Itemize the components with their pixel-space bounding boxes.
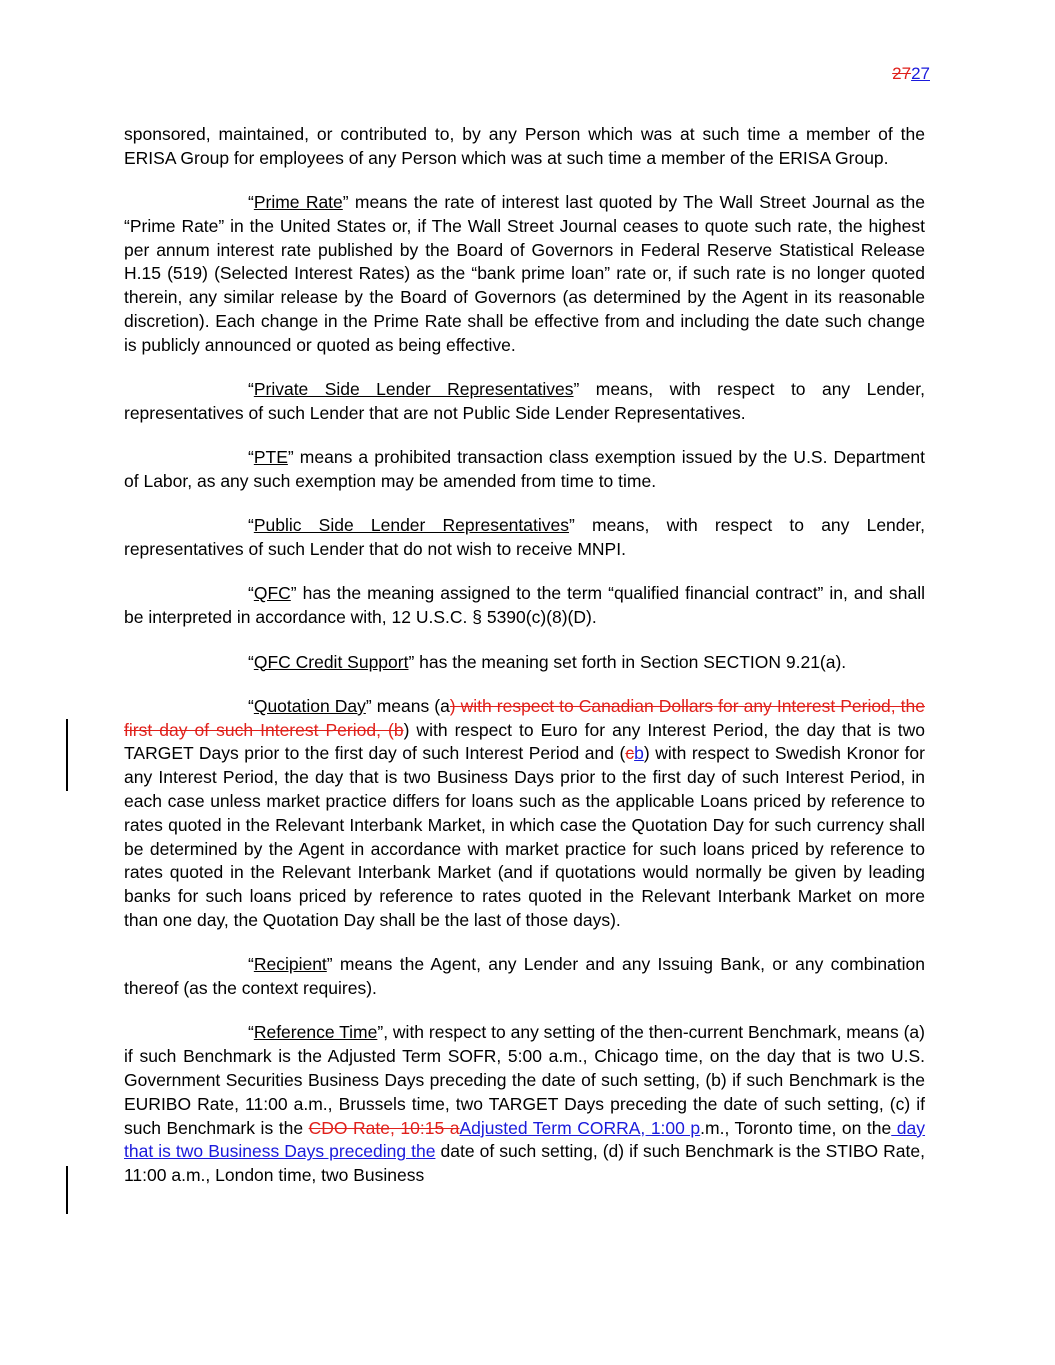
definition-qfc: “QFC” has the meaning assigned to the term “qualified financial contract” in, and shall be interpreted in accordance with, 12 U.S.C. § 5390(c)(8)(D). <box>124 583 925 628</box>
defined-term: PTE <box>253 447 288 468</box>
definition-text: has the meaning assigned to the term “qualified financial contract” in, and shall be interpreted in accordance with, 12 U.S.C. § 5390(c)(8)(D). <box>124 583 925 628</box>
definition-text: ) with respect to Euro for any Interest Period, the day that is two TARGET Days prior to the first day of such Interest Period and ( <box>124 719 925 764</box>
definition-text: means the rate of interest last quoted by The Wall Street Journal as the “Prime Rate” in the United States or, if The Wall Street Journal ceases to quote such rate, the highest per annum interest rate published by the Board of Governors in Federal Reserve Statistical Release H.15 (519) (Selected Interest Rates) as the “bank prime loan” rate or, if such rate is no longer quoted therein, any similar release by the Board of Governors (as determined by the Agent in its reasonable discretion). Each change in the Prime Rate shall be effective from and including the date such change is publicly announced or quoted as being effective. <box>124 192 925 355</box>
change-bar <box>66 719 68 791</box>
defined-term: QFC <box>253 583 291 604</box>
definition-recipient: “Recipient” means the Agent, any Lender and any Issuing Bank, or any combination thereof (as the context requires). <box>124 954 925 999</box>
definition-text: means the Agent, any Lender and any Issuing Bank, or any combination thereof (as the context requires). <box>124 954 925 999</box>
change-bar <box>66 1166 68 1214</box>
paragraph-erisa-continuation: sponsored, maintained, or contributed to, by any Person which was at such time a member of the ERISA Group for employees of any Person which was at such time a member of the ERISA Group. <box>124 124 925 168</box>
definition-text: ) with respect to Swedish Kronor for any Interest Period, the day that is two Business Days prior to the first day of such Interest Period, in each case unless market practice differs for loans such as the applicable Loans priced by reference to rates quoted in the Relevant Interbank Market, in which case the Quotation Day for such currency shall be determined by the Agent in accordance with market practice for such loans priced by reference to rates quoted in the Relevant Interbank Market (and if quotations would normally be given by leading banks for such loans priced by reference to rates quoted in the Relevant Interbank Market on more than one day, the Quotation Day shall be the last of those days). <box>124 743 925 931</box>
page-number <box>884 64 930 84</box>
definition-private-side-lender-representatives: “Private Side Lender Representatives” means, with respect to any Lender, representatives of such Lender that are not Public Side Lender Representatives. <box>124 379 925 423</box>
definition-text: .m., Toronto time, on the <box>700 1117 892 1138</box>
defined-term: QFC Credit Support <box>253 651 409 672</box>
definition-text: means, with respect to any Lender, representatives of such Lender that are not Public Side Lender Representatives. <box>124 379 925 423</box>
defined-term: Quotation Day <box>253 695 366 716</box>
defined-term: Prime Rate <box>253 192 343 213</box>
defined-term: Recipient <box>253 954 327 975</box>
definition-reference-time: “Reference Time”, with respect to any setting of the then-current Benchmark, means (a) if such Benchmark is the Adjusted Term SOFR, 5:00 a.m., Chicago time, on the day that is two U.S. Government Securities Business Days preceding the date of such setting, (b) if such Benchmark is the EURIBO Rate, 11:00 a.m., Brussels time, two TARGET Days preceding the date of such setting, (c) if such Benchmark is the CDO Rate, 10:15 aAdjusted Term CORRA, 1:00 p.m., Toronto time, on the day that is two Business Days preceding the date of such setting, (d) if such Benchmark is the STIBO Rate, 11:00 a.m., London time, two Business <box>124 1022 926 1186</box>
definition-public-side-lender-representatives: “Public Side Lender Representatives” means, with respect to any Lender, representatives of such Lender that do not wish to receive MNPI. <box>124 515 925 560</box>
definition-text: has the meaning set forth in Section SECTION 9.21(a). <box>414 651 847 672</box>
defined-term: Public Side Lender Representatives <box>253 515 569 536</box>
inserted-text: day that is two Business Days preceding the <box>124 1117 926 1162</box>
inserted-text: Adjusted Term CORRA, 1:00 p <box>459 1117 701 1138</box>
definition-qfc-credit-support: “QFC Credit Support” has the meaning set forth in Section SECTION 9.21(a). <box>248 651 847 672</box>
defined-term: Reference Time <box>253 1022 378 1043</box>
definition-text: , with respect to any setting of the then-current Benchmark, means (a) if such Benchmark is the Adjusted Term SOFR, 5:00 a.m., Chicago time, on the day that is two U.S. Government Securities Business Days preceding the date of such setting, (b) if such Benchmark is the EURIBO Rate, 11:00 a.m., Brussels time, two TARGET Days preceding the date of such setting, (c) if such Benchmark is the <box>124 1022 925 1138</box>
definition-text: means a prohibited transaction class exemption issued by the U.S. Department of Labor, as any such exemption may be amended from time to time. <box>124 447 925 492</box>
inserted-text: b <box>634 743 644 764</box>
definition-text: means, with respect to any Lender, representatives of such Lender that do not wish to receive MNPI. <box>124 515 925 560</box>
deleted-text: c <box>625 743 635 764</box>
document-body <box>124 123 925 1208</box>
deleted-text: CDO Rate, 10:15 a <box>308 1117 460 1138</box>
deleted-text: ) with respect to Canadian Dollars for any Interest Period, the first day of such Interest Period, (b <box>124 695 925 740</box>
defined-term: Private Side Lender Representatives <box>253 379 574 400</box>
definition-text: means (a <box>371 695 450 716</box>
page-number-deleted: 27 <box>892 64 912 83</box>
page-number-inserted: 27 <box>911 64 930 83</box>
definition-text: date of such setting, (d) if such Benchmark is the STIBO Rate, 11:00 a.m., London time, two Business <box>124 1141 925 1186</box>
definition-quotation-day: “Quotation Day” means (a) with respect to Canadian Dollars for any Interest Period, the first day of such Interest Period, (b) with respect to Euro for any Interest Period, the day that is two TARGET Days prior to the first day of such Interest Period and (cb) with respect to Swedish Kronor for any Interest Period, the day that is two Business Days prior to the first day of such Interest Period, in each case unless market practice differs for loans such as the applicable Loans priced by reference to rates quoted in the Relevant Interbank Market, in which case the Quotation Day for such currency shall be determined by the Agent in accordance with market practice for such loans priced by reference to rates quoted in the Relevant Interbank Market (and if quotations would normally be given by leading banks for such loans priced by reference to rates quoted in the Relevant Interbank Market on more than one day, the Quotation Day shall be the last of those days). <box>124 695 925 931</box>
definition-prime-rate: “Prime Rate” means the rate of interest last quoted by The Wall Street Journal as the “Prime Rate” in the United States or, if The Wall Street Journal ceases to quote such rate, the highest per annum interest rate published by the Board of Governors in Federal Reserve Statistical Release H.15 (519) (Selected Interest Rates) as the “bank prime loan” rate or, if such rate is no longer quoted therein, any similar release by the Board of Governors (as determined by the Agent in its reasonable discretion). Each change in the Prime Rate shall be effective from and including the date such change is publicly announced or quoted as being effective. <box>124 192 925 355</box>
definition-pte: “PTE” means a prohibited transaction class exemption issued by the U.S. Department of Labor, as any such exemption may be amended from time to time. <box>124 447 925 492</box>
